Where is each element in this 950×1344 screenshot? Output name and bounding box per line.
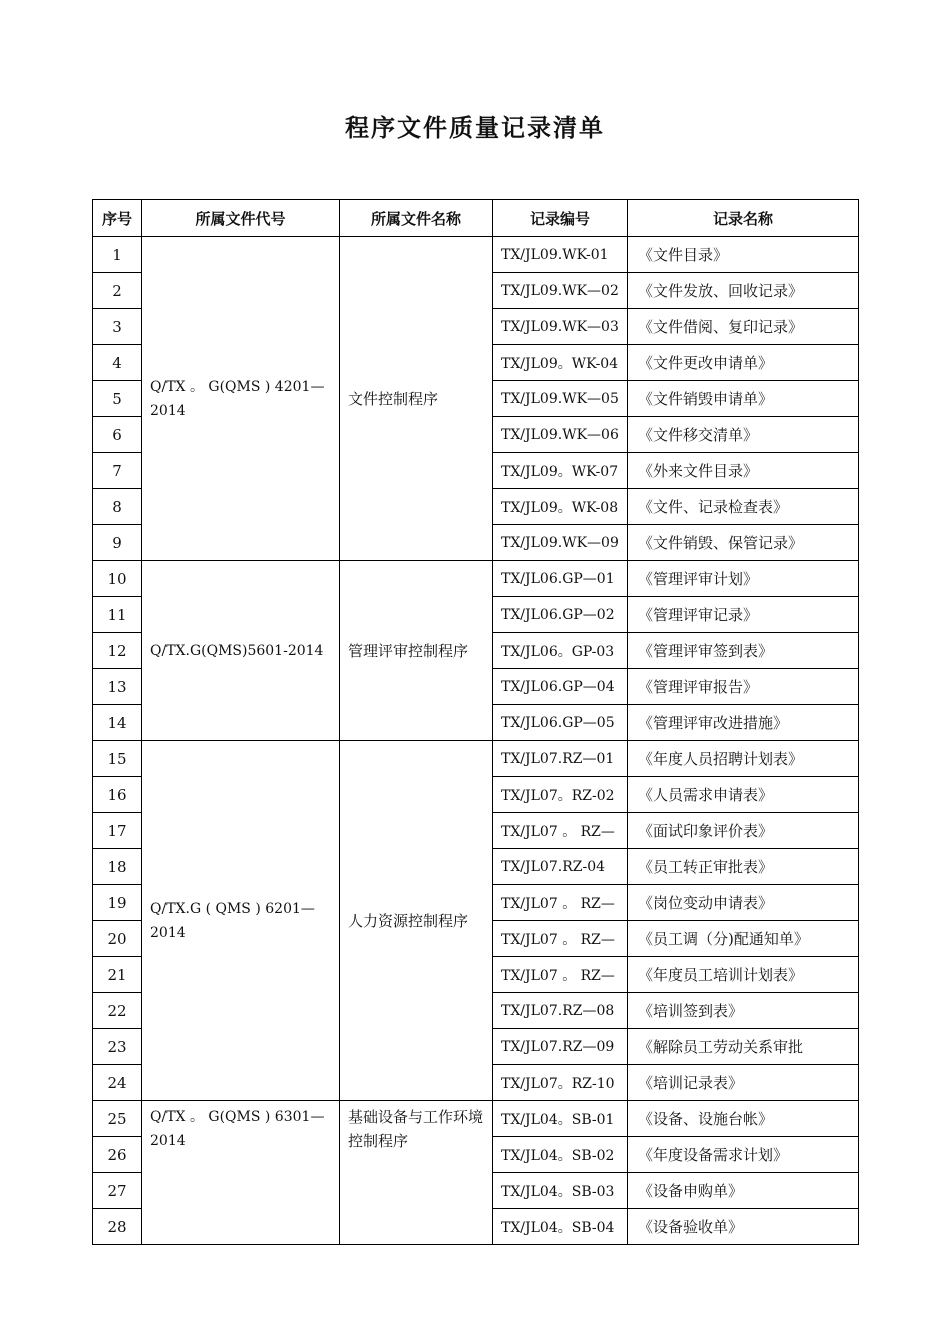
seq-cell: 1 xyxy=(93,237,142,273)
record-name-cell: 《文件借阅、复印记录》 xyxy=(628,309,859,345)
record-no-cell: TX/JL07。RZ-02 xyxy=(493,777,628,813)
doc-name-cell: 人力资源控制程序 xyxy=(340,741,493,1101)
seq-cell: 22 xyxy=(93,993,142,1029)
seq-cell: 25 xyxy=(93,1101,142,1137)
record-name-cell: 《设备验收单》 xyxy=(628,1209,859,1245)
record-no-cell: TX/JL09.WK—05 xyxy=(493,381,628,417)
seq-cell: 7 xyxy=(93,453,142,489)
record-table xyxy=(92,199,859,1245)
record-name-cell: 《设备申购单》 xyxy=(628,1173,859,1209)
record-name-cell: 《文件销毁、保管记录》 xyxy=(628,525,859,561)
seq-cell: 4 xyxy=(93,345,142,381)
seq-cell: 19 xyxy=(93,885,142,921)
seq-cell: 5 xyxy=(93,381,142,417)
record-name-cell: 《文件、记录检查表》 xyxy=(628,489,859,525)
seq-cell: 17 xyxy=(93,813,142,849)
seq-cell: 9 xyxy=(93,525,142,561)
record-name-cell: 《解除员工劳动关系审批 xyxy=(628,1029,859,1065)
record-name-cell: 《人员需求申请表》 xyxy=(628,777,859,813)
record-name-cell: 《文件销毁申请单》 xyxy=(628,381,859,417)
header-record-no: 记录编号 xyxy=(493,200,628,237)
table-row xyxy=(93,741,859,777)
record-no-cell: TX/JL04。SB-04 xyxy=(493,1209,628,1245)
seq-cell: 15 xyxy=(93,741,142,777)
header-doc-code: 所属文件代号 xyxy=(142,200,340,237)
seq-cell: 2 xyxy=(93,273,142,309)
seq-cell: 11 xyxy=(93,597,142,633)
record-name-cell: 《年度员工培训计划表》 xyxy=(628,957,859,993)
record-no-cell: TX/JL06.GP—04 xyxy=(493,669,628,705)
record-name-cell: 《文件目录》 xyxy=(628,237,859,273)
table-body xyxy=(93,237,859,1245)
record-no-cell: TX/JL06.GP—05 xyxy=(493,705,628,741)
seq-cell: 26 xyxy=(93,1137,142,1173)
record-name-cell: 《管理评审记录》 xyxy=(628,597,859,633)
record-name-cell: 《员工调（分)配通知单》 xyxy=(628,921,859,957)
doc-code-cell: Q/TX 。 G(QMS ) 6301—2014 xyxy=(142,1101,340,1245)
record-name-cell: 《外来文件目录》 xyxy=(628,453,859,489)
seq-cell: 24 xyxy=(93,1065,142,1101)
seq-cell: 3 xyxy=(93,309,142,345)
seq-cell: 10 xyxy=(93,561,142,597)
record-no-cell: TX/JL07.RZ—08 xyxy=(493,993,628,1029)
record-name-cell: 《文件移交清单》 xyxy=(628,417,859,453)
record-name-cell: 《岗位变动申请表》 xyxy=(628,885,859,921)
doc-name-cell: 文件控制程序 xyxy=(340,237,493,561)
table-row xyxy=(93,237,859,273)
record-no-cell: TX/JL09。WK-07 xyxy=(493,453,628,489)
doc-code-cell: Q/TX.G ( QMS ) 6201—2014 xyxy=(142,741,340,1101)
record-name-cell: 《文件发放、回收记录》 xyxy=(628,273,859,309)
record-no-cell: TX/JL07 。 RZ— xyxy=(493,813,628,849)
record-name-cell: 《面试印象评价表》 xyxy=(628,813,859,849)
doc-code-cell: Q/TX.G(QMS)5601-2014 xyxy=(142,561,340,741)
record-no-cell: TX/JL09。WK-04 xyxy=(493,345,628,381)
record-no-cell: TX/JL07 。 RZ— xyxy=(493,957,628,993)
record-no-cell: TX/JL06.GP—01 xyxy=(493,561,628,597)
seq-cell: 8 xyxy=(93,489,142,525)
record-name-cell: 《设备、设施台帐》 xyxy=(628,1101,859,1137)
record-no-cell: TX/JL07.RZ—01 xyxy=(493,741,628,777)
record-no-cell: TX/JL09.WK—06 xyxy=(493,417,628,453)
record-no-cell: TX/JL06.GP—02 xyxy=(493,597,628,633)
record-no-cell: TX/JL07 。 RZ— xyxy=(493,921,628,957)
table-row xyxy=(93,561,859,597)
record-no-cell: TX/JL09.WK—02 xyxy=(493,273,628,309)
seq-cell: 14 xyxy=(93,705,142,741)
record-no-cell: TX/JL04。SB-01 xyxy=(493,1101,628,1137)
seq-cell: 23 xyxy=(93,1029,142,1065)
record-no-cell: TX/JL09.WK—03 xyxy=(493,309,628,345)
doc-name-cell: 基础设备与工作环境控制程序 xyxy=(340,1101,493,1245)
record-no-cell: TX/JL06。GP-03 xyxy=(493,633,628,669)
header-row xyxy=(93,200,859,237)
record-no-cell: TX/JL07 。 RZ— xyxy=(493,885,628,921)
record-name-cell: 《管理评审报告》 xyxy=(628,669,859,705)
record-name-cell: 《培训记录表》 xyxy=(628,1065,859,1101)
record-name-cell: 《培训签到表》 xyxy=(628,993,859,1029)
seq-cell: 6 xyxy=(93,417,142,453)
seq-cell: 16 xyxy=(93,777,142,813)
seq-cell: 21 xyxy=(93,957,142,993)
record-name-cell: 《管理评审签到表》 xyxy=(628,633,859,669)
header-seq: 序号 xyxy=(93,200,142,237)
record-name-cell: 《员工转正审批表》 xyxy=(628,849,859,885)
seq-cell: 20 xyxy=(93,921,142,957)
record-name-cell: 《管理评审改进措施》 xyxy=(628,705,859,741)
record-name-cell: 《年度设备需求计划》 xyxy=(628,1137,859,1173)
record-no-cell: TX/JL07.RZ—09 xyxy=(493,1029,628,1065)
table-row xyxy=(93,1101,859,1137)
seq-cell: 12 xyxy=(93,633,142,669)
page-title: 程序文件质量记录清单 xyxy=(345,114,605,142)
doc-name-cell: 管理评审控制程序 xyxy=(340,561,493,741)
doc-code-cell: Q/TX 。 G(QMS ) 4201—2014 xyxy=(142,237,340,561)
seq-cell: 18 xyxy=(93,849,142,885)
record-no-cell: TX/JL04。SB-02 xyxy=(493,1137,628,1173)
header-record-name: 记录名称 xyxy=(628,200,859,237)
seq-cell: 27 xyxy=(93,1173,142,1209)
seq-cell: 13 xyxy=(93,669,142,705)
header-doc-name: 所属文件名称 xyxy=(340,200,493,237)
record-name-cell: 《文件更改申请单》 xyxy=(628,345,859,381)
record-no-cell: TX/JL04。SB-03 xyxy=(493,1173,628,1209)
record-no-cell: TX/JL09。WK-08 xyxy=(493,489,628,525)
record-no-cell: TX/JL09.WK-01 xyxy=(493,237,628,273)
seq-cell: 28 xyxy=(93,1209,142,1245)
record-name-cell: 《年度人员招聘计划表》 xyxy=(628,741,859,777)
record-name-cell: 《管理评审计划》 xyxy=(628,561,859,597)
record-no-cell: TX/JL07。RZ-10 xyxy=(493,1065,628,1101)
record-no-cell: TX/JL09.WK—09 xyxy=(493,525,628,561)
record-no-cell: TX/JL07.RZ-04 xyxy=(493,849,628,885)
